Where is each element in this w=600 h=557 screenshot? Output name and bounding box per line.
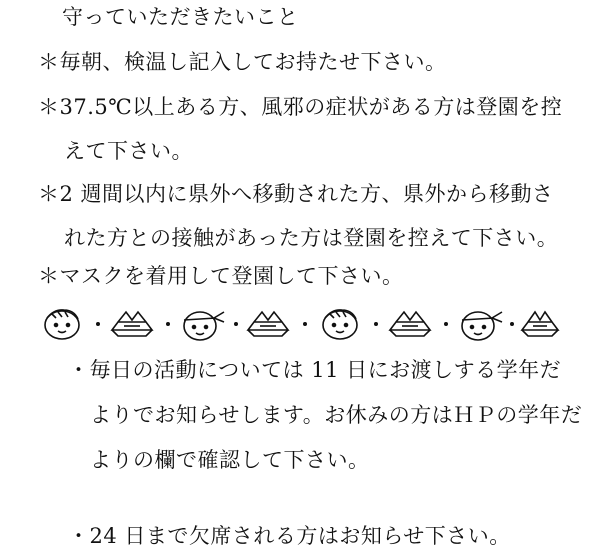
rule-mask: ＊マスクを着用して登園して下さい。	[38, 264, 404, 288]
rule-temperature: ＊毎朝、検温し記入してお持たせ下さい。	[38, 50, 447, 74]
kabuto-helmet-icon	[112, 312, 152, 336]
separator-dot	[166, 322, 170, 326]
section-heading: 守っていただきたいこと	[62, 5, 299, 29]
child-face-icon	[323, 310, 357, 339]
separator-dot	[444, 322, 448, 326]
rule-travel-line-1: ＊2 週間以内に県外へ移動された方、県外から移動さ	[38, 182, 554, 206]
notice-absence: ・24 日まで欠席される方はお知らせ下さい。	[68, 524, 511, 548]
kabuto-helmet-icon	[522, 312, 558, 336]
child-headband-icon	[462, 312, 502, 340]
notice-activities-line-1: ・毎日の活動については 11 日にお渡しする学年だ	[68, 358, 562, 382]
child-face-icon	[45, 310, 79, 339]
separator-dot	[234, 322, 238, 326]
kabuto-helmet-icon	[390, 312, 430, 336]
child-headband-icon	[184, 312, 224, 340]
notice-activities-line-3: よりの欄で確認して下さい。	[90, 448, 370, 472]
rule-fever-line-2: えて下さい。	[64, 139, 193, 163]
kabuto-helmet-icon	[248, 312, 288, 336]
separator-dot	[303, 322, 307, 326]
rule-fever-line-1: ＊37.5℃以上ある方、風邪の症状がある方は登園を控	[38, 95, 563, 119]
decorative-border	[40, 302, 560, 344]
rule-travel-line-2: れた方との接触があった方は登園を控えて下さい。	[64, 226, 559, 250]
separator-dot	[510, 322, 514, 326]
notice-activities-line-2: よりでお知らせします。お休みの方はＨＰの学年だ	[90, 403, 583, 427]
separator-dot	[96, 322, 100, 326]
separator-dot	[374, 322, 378, 326]
